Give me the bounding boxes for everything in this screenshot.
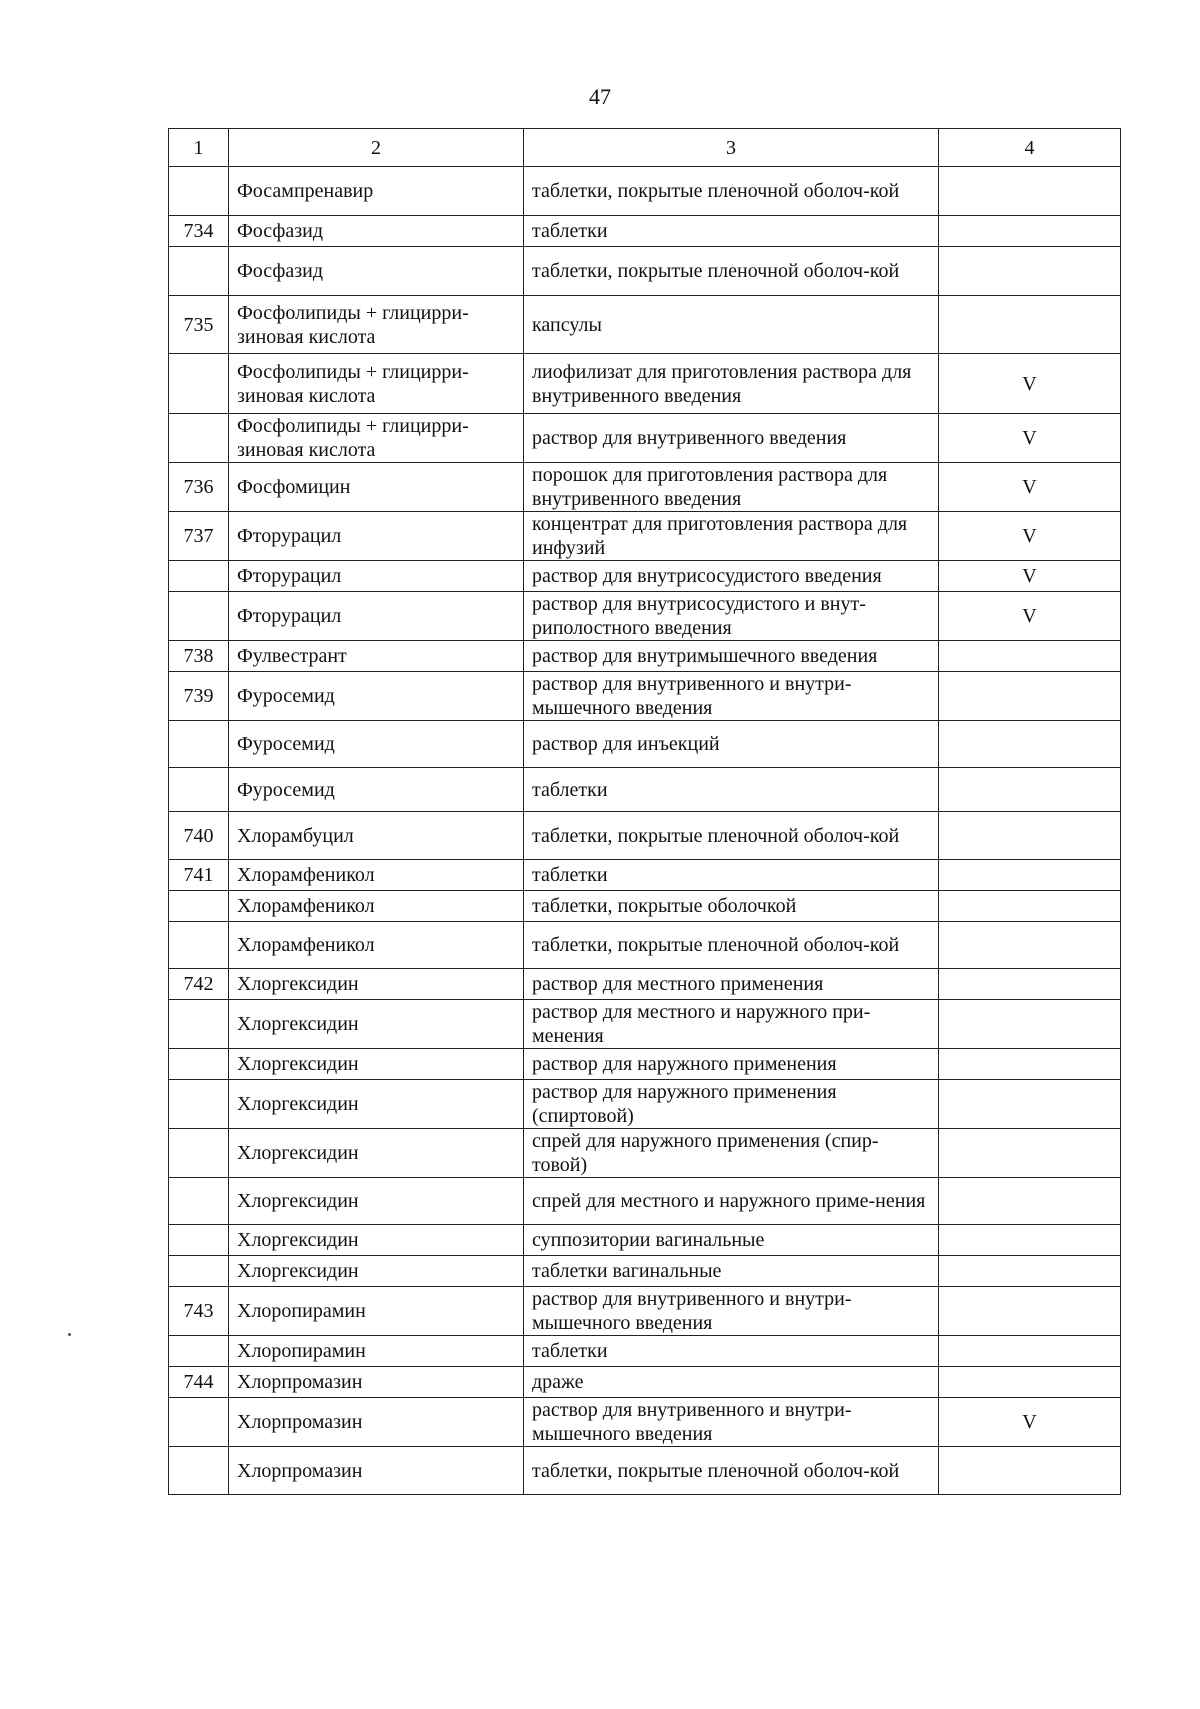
dosage-form: таблетки	[524, 768, 939, 812]
mark-cell	[939, 1287, 1121, 1336]
dosage-form: концентрат для приготовления раствора для инфузий	[524, 512, 939, 561]
dosage-form: раствор для внутрисосудистого введения	[524, 561, 939, 592]
row-number: 737	[169, 512, 229, 561]
medication-table	[168, 128, 1121, 1495]
table-row	[169, 1049, 1121, 1080]
mark-cell	[939, 296, 1121, 354]
scan-speck	[68, 1333, 71, 1336]
mark-cell: V	[939, 512, 1121, 561]
drug-name: Хлоргексидин	[229, 1129, 524, 1178]
header-col-4: 4	[939, 129, 1121, 167]
table-row	[169, 922, 1121, 969]
mark-cell	[939, 922, 1121, 969]
mark-cell: V	[939, 561, 1121, 592]
mark-cell	[939, 216, 1121, 247]
page-number: 47	[589, 84, 611, 109]
drug-name: Хлоргексидин	[229, 1080, 524, 1129]
mark-cell	[939, 860, 1121, 891]
mark-cell: V	[939, 414, 1121, 463]
row-number	[169, 1000, 229, 1049]
dosage-form: таблетки, покрытые пленочной оболоч-кой	[524, 247, 939, 296]
mark-cell	[939, 1367, 1121, 1398]
dosage-form: спрей для наружного применения (спир-товой)	[524, 1129, 939, 1178]
table-row	[169, 296, 1121, 354]
row-number: 741	[169, 860, 229, 891]
table-row	[169, 812, 1121, 860]
table-row	[169, 969, 1121, 1000]
mark-cell	[939, 167, 1121, 216]
drug-name: Фосфомицин	[229, 463, 524, 512]
dosage-form: раствор для местного и наружного при-менения	[524, 1000, 939, 1049]
drug-name: Фосфазид	[229, 216, 524, 247]
row-number	[169, 1447, 229, 1495]
row-number: 734	[169, 216, 229, 247]
drug-name: Хлоргексидин	[229, 1225, 524, 1256]
table-row	[169, 1225, 1121, 1256]
drug-name: Хлорамфеникол	[229, 922, 524, 969]
row-number	[169, 1225, 229, 1256]
table-row	[169, 414, 1121, 463]
drug-name: Хлорпромазин	[229, 1398, 524, 1447]
mark-cell: V	[939, 592, 1121, 641]
mark-cell	[939, 1080, 1121, 1129]
table-row	[169, 768, 1121, 812]
drug-name: Хлоргексидин	[229, 969, 524, 1000]
dosage-form: порошок для приготовления раствора для внутривенного введения	[524, 463, 939, 512]
table-body	[169, 167, 1121, 1495]
dosage-form: капсулы	[524, 296, 939, 354]
table-row	[169, 1178, 1121, 1225]
drug-name: Фосфолипиды + глицирри-зиновая кислота	[229, 296, 524, 354]
table-row	[169, 1398, 1121, 1447]
table-row	[169, 561, 1121, 592]
table-row	[169, 1336, 1121, 1367]
drug-name: Фторурацил	[229, 512, 524, 561]
dosage-form: таблетки	[524, 860, 939, 891]
drug-name: Хлоропирамин	[229, 1287, 524, 1336]
drug-name: Хлоргексидин	[229, 1256, 524, 1287]
mark-cell	[939, 247, 1121, 296]
dosage-form: таблетки	[524, 216, 939, 247]
row-number	[169, 414, 229, 463]
drug-name: Хлорамфеникол	[229, 860, 524, 891]
row-number	[169, 1129, 229, 1178]
dosage-form: таблетки, покрытые пленочной оболоч-кой	[524, 922, 939, 969]
mark-cell	[939, 969, 1121, 1000]
row-number: 739	[169, 672, 229, 721]
drug-name: Хлорпромазин	[229, 1447, 524, 1495]
drug-name: Фосфазид	[229, 247, 524, 296]
mark-cell	[939, 812, 1121, 860]
table-row	[169, 1129, 1121, 1178]
drug-name: Хлоргексидин	[229, 1000, 524, 1049]
dosage-form: таблетки, покрытые пленочной оболоч-кой	[524, 167, 939, 216]
header-col-3: 3	[524, 129, 939, 167]
drug-name: Хлоропирамин	[229, 1336, 524, 1367]
drug-name: Фторурацил	[229, 592, 524, 641]
table-row	[169, 512, 1121, 561]
row-number	[169, 1398, 229, 1447]
row-number	[169, 768, 229, 812]
row-number: 744	[169, 1367, 229, 1398]
mark-cell	[939, 1256, 1121, 1287]
mark-cell	[939, 1336, 1121, 1367]
row-number: 742	[169, 969, 229, 1000]
dosage-form: драже	[524, 1367, 939, 1398]
drug-name: Хлорамбуцил	[229, 812, 524, 860]
table-row	[169, 247, 1121, 296]
mark-cell	[939, 1049, 1121, 1080]
row-number	[169, 247, 229, 296]
table-row	[169, 216, 1121, 247]
mark-cell	[939, 1447, 1121, 1495]
header-col-2: 2	[229, 129, 524, 167]
mark-cell	[939, 768, 1121, 812]
dosage-form: раствор для внутривенного введения	[524, 414, 939, 463]
dosage-form: таблетки, покрытые пленочной оболоч-кой	[524, 812, 939, 860]
dosage-form: раствор для внутрисосудистого и внут-риполостного введения	[524, 592, 939, 641]
drug-name: Фосампренавир	[229, 167, 524, 216]
table-row	[169, 1256, 1121, 1287]
row-number	[169, 1080, 229, 1129]
drug-name: Фуросемид	[229, 672, 524, 721]
dosage-form: раствор для наружного применения	[524, 1049, 939, 1080]
dosage-form: таблетки, покрытые пленочной оболоч-кой	[524, 1447, 939, 1495]
drug-name: Хлоргексидин	[229, 1049, 524, 1080]
row-number	[169, 592, 229, 641]
row-number: 738	[169, 641, 229, 672]
table-row	[169, 891, 1121, 922]
header-row	[169, 129, 1121, 167]
row-number: 740	[169, 812, 229, 860]
mark-cell	[939, 641, 1121, 672]
drug-name: Фуросемид	[229, 768, 524, 812]
mark-cell	[939, 672, 1121, 721]
table-row	[169, 354, 1121, 414]
row-number	[169, 1178, 229, 1225]
drug-name: Фулвестрант	[229, 641, 524, 672]
mark-cell: V	[939, 1398, 1121, 1447]
dosage-form: таблетки	[524, 1336, 939, 1367]
dosage-form: раствор для внутривенного и внутри-мышечного введения	[524, 672, 939, 721]
drug-name: Фосфолипиды + глицирри-зиновая кислота	[229, 414, 524, 463]
mark-cell	[939, 1129, 1121, 1178]
mark-cell	[939, 1178, 1121, 1225]
table-row	[169, 463, 1121, 512]
mark-cell: V	[939, 463, 1121, 512]
mark-cell	[939, 721, 1121, 768]
dosage-form: раствор для инъекций	[524, 721, 939, 768]
table-row	[169, 1367, 1121, 1398]
table-row	[169, 592, 1121, 641]
table-row	[169, 1080, 1121, 1129]
drug-name: Фуросемид	[229, 721, 524, 768]
table-row	[169, 1447, 1121, 1495]
mark-cell: V	[939, 354, 1121, 414]
row-number: 736	[169, 463, 229, 512]
row-number: 743	[169, 1287, 229, 1336]
drug-name: Хлорпромазин	[229, 1367, 524, 1398]
dosage-form: лиофилизат для приготовления раствора для внутривенного введения	[524, 354, 939, 414]
row-number	[169, 167, 229, 216]
dosage-form: раствор для наружного применения (спиртовой)	[524, 1080, 939, 1129]
mark-cell	[939, 1000, 1121, 1049]
dosage-form: спрей для местного и наружного приме-нения	[524, 1178, 939, 1225]
dosage-form: раствор для местного применения	[524, 969, 939, 1000]
dosage-form: суппозитории вагинальные	[524, 1225, 939, 1256]
table-row	[169, 1000, 1121, 1049]
dosage-form: таблетки вагинальные	[524, 1256, 939, 1287]
row-number	[169, 1049, 229, 1080]
row-number	[169, 561, 229, 592]
drug-name: Хлоргексидин	[229, 1178, 524, 1225]
table-row	[169, 167, 1121, 216]
mark-cell	[939, 1225, 1121, 1256]
dosage-form: раствор для внутримышечного введения	[524, 641, 939, 672]
row-number	[169, 721, 229, 768]
table-header	[169, 129, 1121, 167]
table-row	[169, 860, 1121, 891]
drug-name: Фосфолипиды + глицирри-зиновая кислота	[229, 354, 524, 414]
table-row	[169, 1287, 1121, 1336]
dosage-form: раствор для внутривенного и внутри-мышечного введения	[524, 1398, 939, 1447]
mark-cell	[939, 891, 1121, 922]
header-col-1: 1	[169, 129, 229, 167]
dosage-form: таблетки, покрытые оболочкой	[524, 891, 939, 922]
drug-name: Фторурацил	[229, 561, 524, 592]
row-number	[169, 1256, 229, 1287]
row-number	[169, 1336, 229, 1367]
drug-name: Хлорамфеникол	[229, 891, 524, 922]
dosage-form: раствор для внутривенного и внутри-мышечного введения	[524, 1287, 939, 1336]
row-number	[169, 354, 229, 414]
table-row	[169, 672, 1121, 721]
row-number: 735	[169, 296, 229, 354]
row-number	[169, 922, 229, 969]
table-row	[169, 721, 1121, 768]
table-row	[169, 641, 1121, 672]
row-number	[169, 891, 229, 922]
